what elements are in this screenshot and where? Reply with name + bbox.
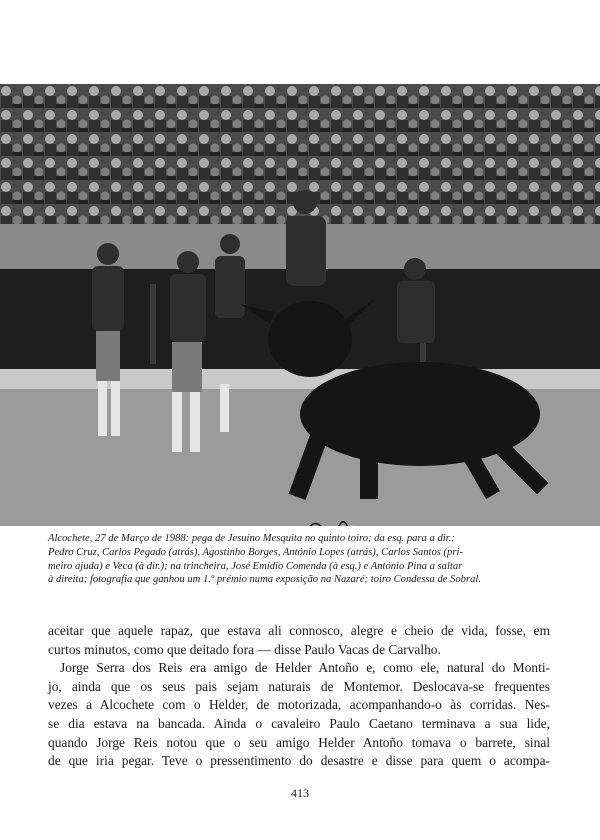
photo-caption (48, 532, 548, 587)
body-line: de que iria pegar. Teve o pressentimento do desastre e disse para quem o acompa- (48, 753, 550, 769)
body-line: quando Jorge Reis notou que o seu amigo Helder Antoño tomava o barrete, sinal (48, 734, 550, 750)
body-line: aceitar que aquele rapaz, que estava ali connosco, alegre e cheio de vida, fosse, em (48, 623, 550, 638)
body-line: curtos minutos, como que deitado fora — disse Paulo Vacas de Carvalho. (48, 641, 441, 657)
body-line: vezes a Alcochete com o Helder, de motorizada, acompanhando-o às corridas. Nes- (48, 697, 550, 713)
body-line: se dia estava na bancada. Ainda o cavaleiro Paulo Caetano terminava a sua lide, (48, 715, 550, 731)
body-line: Jorge Serra dos Reis era amigo de Helder Antoño e, como ele, natural do Monti- (60, 660, 550, 676)
page-number: 413 (291, 786, 309, 800)
caption-line: Pedro Cruz, Carlos Pegado (atrás), Agostinho Borges, António Lopes (atrás), Carlos Santos (pri- (48, 546, 463, 558)
bullfight-photograph (0, 84, 600, 526)
body-line: jo, ainda que os seus pais sejam naturais de Montemor. Deslocava-se frequentes (48, 678, 550, 694)
caption-line: Alcochete, 27 de Março de 1988: pega de Jesuíno Mesquita no quinto toiro; da esq. para a dir.: (48, 533, 455, 544)
caption-line: à direita; fotografia que ganhou um 1.º prémio numa exposição na Nazaré; toiro Condessa de Sobral. (48, 574, 481, 586)
body-text (48, 622, 550, 771)
caption-line: meiro ajuda) e Veca (à dir.); na trincheira, José Emídio Comenda (à esq.) e António Pina a saltar (48, 560, 463, 572)
